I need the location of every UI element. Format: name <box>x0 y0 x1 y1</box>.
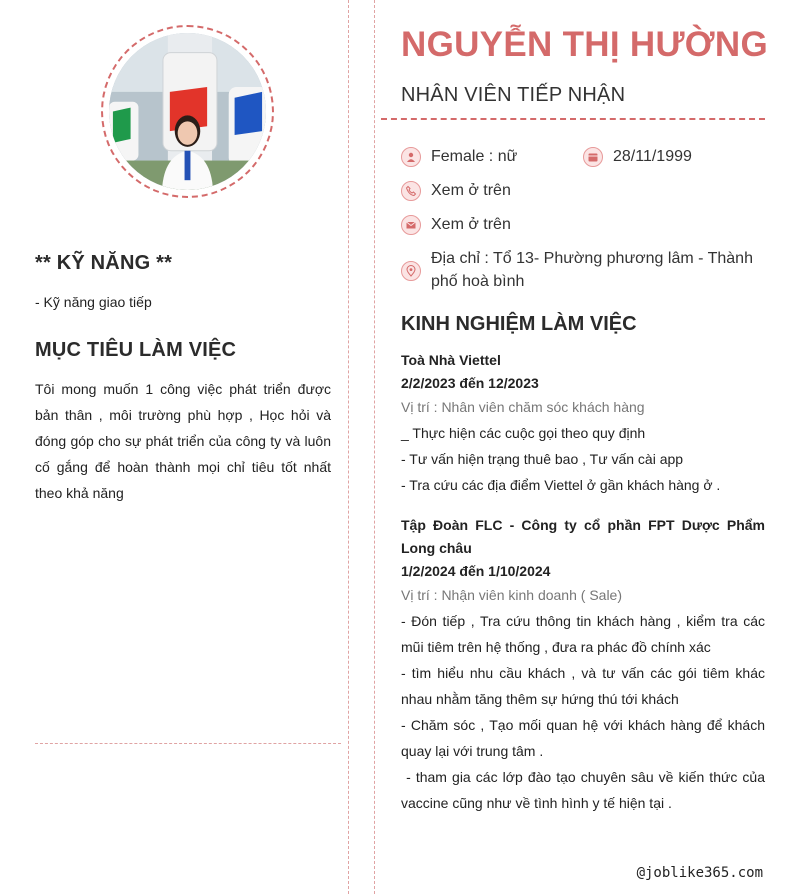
job-company: Tập Đoàn FLC - Công ty cổ phần FPT Dược Phẩm Long châu <box>401 517 765 556</box>
header-divider <box>381 118 765 120</box>
experience-title: KINH NGHIỆM LÀM VIỆC <box>401 313 637 335</box>
gender-row <box>401 147 517 168</box>
job-position: Vị trí : Nhận viên kinh doanh ( Sale) <box>401 587 623 603</box>
avatar <box>109 33 266 190</box>
job-duty: - tìm hiểu nhu cầu khách , và tư vấn các gói tiêm khác nhau nhằm tăng thêm sự hứng thú tới khách <box>401 665 765 707</box>
avatar-frame <box>101 25 274 198</box>
job-entry <box>401 349 765 498</box>
job-dates: 1/2/2024 đến 1/10/2024 <box>401 563 551 579</box>
job-duty: - tham gia các lớp đào tạo chuyên sâu về kiến thức của vaccine cũng như về tình hình y tế hiện tại . <box>401 769 769 811</box>
job-duty: - Tư vấn hiện trạng thuê bao , Tư vấn cài app <box>401 451 684 467</box>
envelope-icon <box>401 215 421 235</box>
phone-row <box>401 181 511 202</box>
job-company: Toà Nhà Viettel <box>401 352 501 368</box>
email-text: Xem ở trên <box>431 216 511 233</box>
job-duty: _ Thực hiện các cuộc gọi theo quy định <box>401 425 646 441</box>
profile-photo <box>109 33 266 190</box>
location-pin-icon <box>401 261 421 281</box>
column-divider-left <box>348 0 349 894</box>
watermark: @joblike365.com <box>636 865 763 881</box>
left-divider <box>35 743 341 744</box>
gender-text: Female : nữ <box>431 148 518 165</box>
job-position: Vị trí : Nhân viên chăm sóc khách hàng <box>401 399 645 415</box>
address-text: Địa chỉ : Tổ 13- Phường phương lâm - Thành phố hoà bình <box>431 250 753 290</box>
phone-icon <box>401 181 421 201</box>
skill-item: - Kỹ năng giao tiếp <box>35 294 152 310</box>
job-entry <box>401 514 769 816</box>
phone-text: Xem ở trên <box>431 182 511 199</box>
skills-title: ** KỸ NĂNG ** <box>35 252 173 274</box>
job-duty: - Tra cứu các địa điểm Viettel ở gần khách hàng ở . <box>401 477 721 493</box>
candidate-name: NGUYỄN THỊ HƯỜNG <box>401 25 769 64</box>
email-row <box>401 215 511 236</box>
job-title: NHÂN VIÊN TIẾP NHẬN <box>401 84 626 106</box>
objective-text: Tôi mong muốn 1 công việc phát triển được bản thân , môi trường phù hợp , Học hỏi và đóng góp cho sự phát triển của công ty và luôn cố gắng để hoàn thành mọi chỉ tiêu tốt nhất theo khả năng <box>35 381 331 501</box>
job-duty: - Đón tiếp , Tra cứu thông tin khách hàng , kiểm tra các mũi tiêm trên hệ thống , đưa ra phác đồ chính xác <box>401 613 765 655</box>
person-icon <box>401 147 421 167</box>
objective-title: MỤC TIÊU LÀM VIỆC <box>35 339 237 361</box>
column-divider-right <box>374 0 375 894</box>
job-duty: - Chăm sóc , Tạo mối quan hệ với khách hàng để khách quay lại với trung tâm . <box>401 717 765 759</box>
calendar-icon <box>583 147 603 167</box>
dob-text: 28/11/1999 <box>613 148 692 165</box>
dob-row <box>583 147 692 168</box>
job-dates: 2/2/2023 đến 12/2023 <box>401 375 539 391</box>
address-row <box>401 249 765 293</box>
